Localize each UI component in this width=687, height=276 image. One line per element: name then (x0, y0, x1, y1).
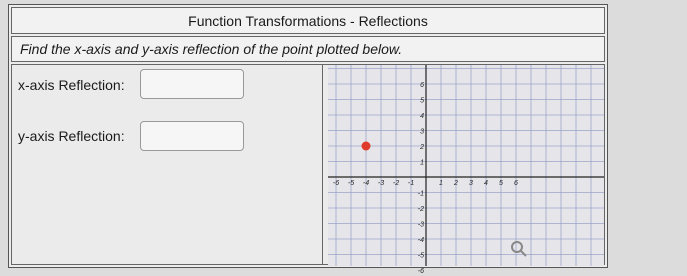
x-tick-label: -6 (332, 180, 340, 187)
x-tick-label: -1 (407, 180, 415, 187)
x-tick-label: 5 (499, 180, 503, 187)
x-tick-label: 3 (469, 180, 473, 187)
y-tick-label: 3 (420, 128, 424, 136)
search-icon[interactable] (510, 240, 528, 258)
y-tick-label: -6 (417, 268, 424, 275)
x-reflection-input[interactable] (140, 69, 244, 99)
worksheet-frame (8, 4, 608, 275)
plotted-point (362, 142, 371, 151)
x-tick-label: 1 (439, 180, 443, 187)
graph-background (328, 65, 604, 266)
graph-svg (328, 65, 604, 275)
coordinate-graph (328, 65, 604, 275)
page-title: Function Transformations - Reflections (11, 7, 605, 34)
y-tick-label: -4 (417, 237, 424, 244)
x-tick-label: 6 (514, 180, 518, 187)
y-tick-label: -3 (417, 221, 424, 229)
x-tick-label: -5 (347, 180, 355, 187)
x-tick-label: 2 (454, 180, 458, 187)
y-reflection-input[interactable] (140, 121, 244, 151)
y-tick-label: 2 (420, 144, 424, 151)
y-tick-label: 5 (420, 97, 424, 105)
x-tick-label: -4 (362, 180, 370, 187)
x-reflection-label: x-axis Reflection: (18, 77, 125, 93)
instructions: Find the x-axis and y-axis reflection of the point plotted below. (11, 36, 605, 62)
problem-body (11, 64, 605, 275)
y-tick-label: -2 (417, 206, 424, 213)
y-tick-label: -1 (417, 190, 424, 198)
y-tick-label: 4 (420, 113, 424, 120)
answer-panel (12, 65, 323, 264)
y-tick-label: -5 (417, 252, 424, 260)
x-tick-label: 4 (484, 180, 488, 187)
y-tick-label: 6 (420, 82, 424, 89)
y-tick-label: 1 (420, 159, 424, 167)
x-tick-label: -2 (392, 180, 400, 187)
x-tick-label: -3 (377, 180, 385, 187)
y-reflection-label: y-axis Reflection: (18, 128, 125, 144)
